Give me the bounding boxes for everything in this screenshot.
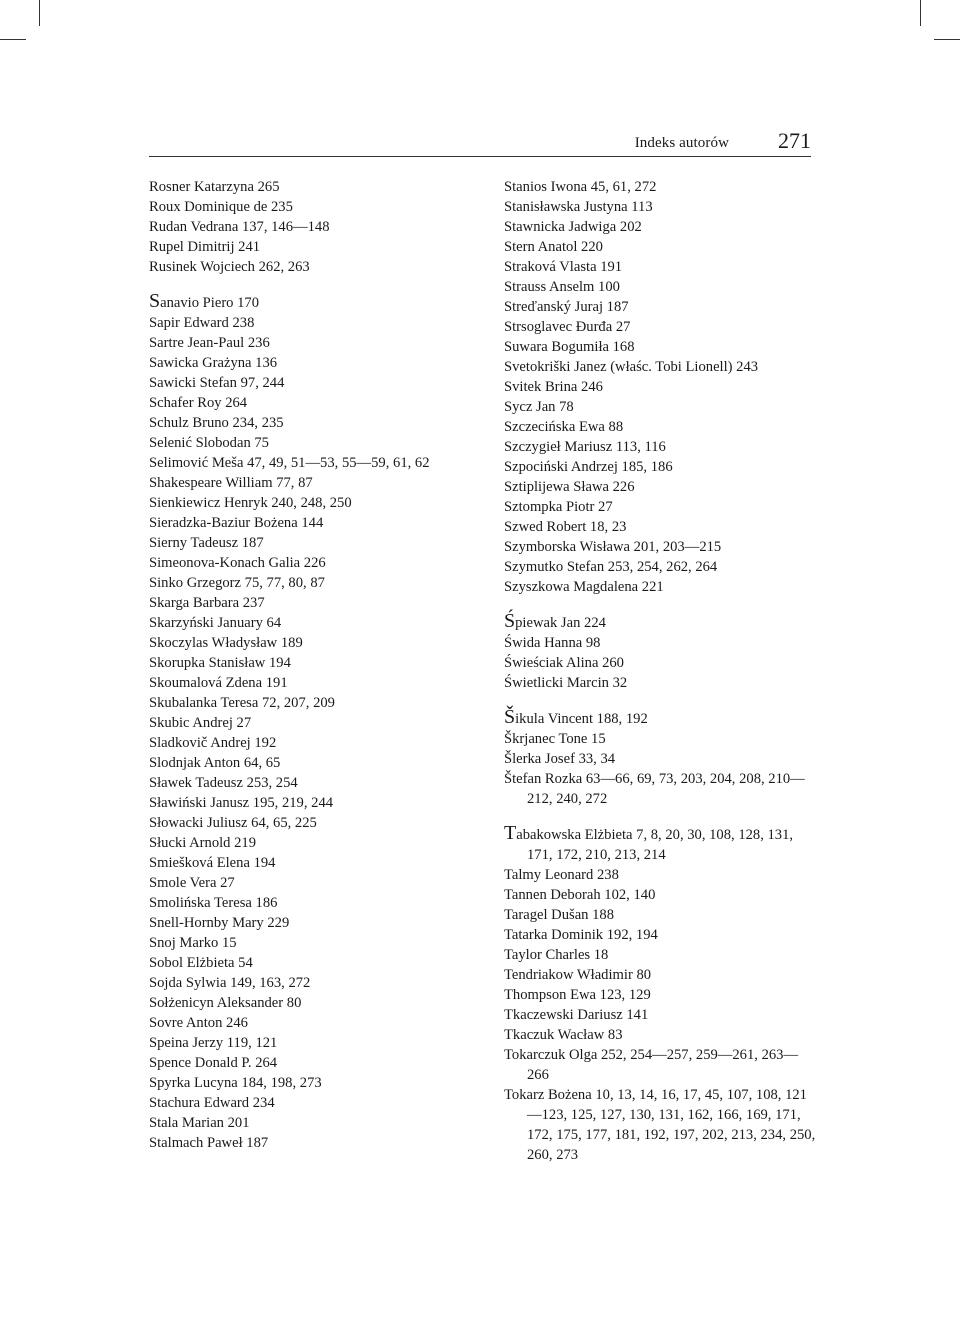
index-entry-text: Sławiński Janusz 195, 219, 244 [149,795,334,811]
index-entry-text: Rusinek Wojciech 262, 263 [149,259,310,275]
index-entry [149,653,479,673]
index-entry [149,393,479,413]
index-entry-text: Sztompka Piotr 27 [504,499,613,515]
index-entry [149,853,479,873]
index-entry-text: Thompson Ewa 123, 129 [504,987,651,1003]
index-entry-text: Rudan Vedrana 137, 146—148 [149,219,330,235]
index-entry-text: Strauss Anselm 100 [504,279,620,295]
index-entry-text: Sławek Tadeusz 253, 254 [149,775,298,791]
index-entry-text: Snoj Marko 15 [149,935,237,951]
index-entry-text: Shakespeare William 77, 87 [149,475,313,491]
index-entry-text: Sołżenicyn Aleksander 80 [149,995,302,1011]
index-entry [504,769,816,809]
index-entry-text: Skoczylas Władysław 189 [149,635,303,651]
index-entry [504,337,816,357]
index-entry-text: Sawicki Stefan 97, 244 [149,375,285,391]
index-entry [149,257,479,277]
index-entry-text: Speina Jerzy 119, 121 [149,1035,278,1051]
index-entry [504,925,816,945]
index-entry [504,557,816,577]
index-entry-text: Rosner Katarzyna 265 [149,179,280,195]
index-entry-text: Selenić Slobodan 75 [149,435,269,451]
index-entry-text: Tendriakow Władimir 80 [504,967,652,983]
index-entry [504,357,816,377]
index-entry [149,413,479,433]
index-entry-text: Stachura Edward 234 [149,1095,275,1111]
index-entry [504,1025,816,1045]
index-entry-text: Sobol Elżbieta 54 [149,955,253,971]
index-entry [504,1005,816,1025]
index-entry-text: Słowacki Juliusz 64, 65, 225 [149,815,317,831]
index-entry [149,893,479,913]
index-entry [149,217,479,237]
index-entry [149,953,479,973]
index-entry [149,1133,479,1153]
index-entry-text: Taylor Charles 18 [504,947,609,963]
index-entry [504,905,816,925]
index-entry-text: Szymutko Stefan 253, 254, 262, 264 [504,559,718,575]
index-entry-text: Skarzyński January 64 [149,615,282,631]
index-entry [149,291,479,313]
index-entry [504,673,816,693]
index-entry [504,945,816,965]
index-entry-text: Sienkiewicz Henryk 240, 248, 250 [149,495,352,511]
crop-mark-top-left-horizontal [0,39,26,40]
index-entry-text: Skarga Barbara 237 [149,595,265,611]
index-entry-text: Smole Vera 27 [149,875,235,891]
index-entry-text: Svetokriški Janez (właśc. Tobi Lionell) 243 [504,359,759,375]
index-entry-text: Škrjanec Tone 15 [504,731,606,747]
index-entry-text: Spence Donald P. 264 [149,1055,278,1071]
index-entry [504,611,816,633]
index-entry-text: Selimović Meša 47, 49, 51—53, 55—59, 61, 62 [149,455,430,471]
index-entry-text: Szymborska Wisława 201, 203—215 [504,539,722,555]
index-entry [149,593,479,613]
index-entry [149,1033,479,1053]
index-entry [149,433,479,453]
index-entry [504,297,816,317]
index-entry-text: Slodnjak Anton 64, 65 [149,755,281,771]
index-entry [149,453,479,473]
index-entry [504,417,816,437]
index-entry-text: Szyszkowa Magdalena 221 [504,579,664,595]
index-entry [149,237,479,257]
index-entry [504,457,816,477]
index-entry-text: Sycz Jan 78 [504,399,574,415]
index-entry-text: Straková Vlasta 191 [504,259,623,275]
index-entry-text: ikula Vincent 188, 192 [515,711,648,727]
index-entry-text: Schafer Roy 264 [149,395,248,411]
index-entry-text: Skubic Andrej 27 [149,715,252,731]
page-number: 271 [778,128,811,153]
index-entry-text: Stern Anatol 220 [504,239,603,255]
running-title: Indeks autorów [634,135,729,151]
index-entry [149,613,479,633]
index-entry-text: Skoumalová Zdena 191 [149,675,288,691]
index-entry [149,373,479,393]
index-entry-text: Sztiplijewa Sława 226 [504,479,635,495]
index-entry [149,1053,479,1073]
index-entry [504,865,816,885]
index-entry-text: Tkaczuk Wacław 83 [504,1027,623,1043]
index-entry [504,497,816,517]
index-entry [504,707,816,729]
index-entry [504,577,816,597]
index-entry-text: Sartre Jean-Paul 236 [149,335,270,351]
index-entry [149,177,479,197]
index-entry-text: Sinko Grzegorz 75, 77, 80, 87 [149,575,325,591]
index-entry-text: Świetlicki Marcin 32 [504,675,628,691]
index-entry-text: Roux Dominique de 235 [149,199,293,215]
index-entry-text: Szwed Robert 18, 23 [504,519,627,535]
index-entry [504,653,816,673]
index-entry [149,333,479,353]
index-entry-text: piewak Jan 224 [515,615,606,631]
index-entry [149,197,479,217]
section-initial-letter: Š [504,706,516,728]
index-entry-text: Sladkovič Andrej 192 [149,735,277,751]
index-entry [149,753,479,773]
index-entry [504,633,816,653]
index-entry [504,749,816,769]
index-entry-text: Tatarka Dominik 192, 194 [504,927,658,943]
index-entry [504,317,816,337]
index-entry [504,377,816,397]
index-entry [149,733,479,753]
index-entry-text: Tokarczuk Olga 252, 254—257, 259—261, 263—266 [504,1047,799,1083]
index-entry [149,1093,479,1113]
section-initial-letter: T [504,822,517,844]
index-entry-text: Schulz Bruno 234, 235 [149,415,284,431]
index-entry-text: Tannen Deborah 102, 140 [504,887,656,903]
index-entry-text: Skorupka Stanisław 194 [149,655,291,671]
crop-mark-top-right-horizontal [934,39,960,40]
crop-mark-top-right-vertical [920,0,921,26]
index-entry [149,933,479,953]
index-entry [504,1085,816,1165]
index-entry [504,885,816,905]
index-entry-text: Sawicka Grażyna 136 [149,355,278,371]
index-entry-text: Stanios Iwona 45, 61, 272 [504,179,657,195]
index-entry-text: Spyrka Lucyna 184, 198, 273 [149,1075,322,1091]
section-gap [504,597,816,611]
index-entry-text: Sovre Anton 246 [149,1015,248,1031]
index-entry-text: anavio Piero 170 [160,295,260,311]
index-entry-text: Smolińska Teresa 186 [149,895,278,911]
index-entry-text: Sapir Edward 238 [149,315,255,331]
section-initial-letter: Ś [504,610,516,632]
index-entry [149,873,479,893]
index-entry [504,477,816,497]
index-entry [504,277,816,297]
index-entry-text: Stanisławska Justyna 113 [504,199,653,215]
index-entry [149,1073,479,1093]
section-gap [504,693,816,707]
index-entry [149,1013,479,1033]
index-entry-text: Tokarz Bożena 10, 13, 14, 16, 17, 45, 107, 108, 121—123, 125, 127, 130, 131, 162, 166, 169, 171, 172, 175, 177, 181, 192, 197, 202, 213, 234, 250, 260, 273 [504,1087,816,1163]
index-entry-text: Stawnicka Jadwiga 202 [504,219,642,235]
index-entry [149,573,479,593]
index-entry [504,537,816,557]
index-entry [149,973,479,993]
index-entry [149,913,479,933]
index-entry-text: Świda Hanna 98 [504,635,601,651]
index-entry [504,985,816,1005]
index-column-left [149,177,479,1153]
index-entry-text: Štefan Rozka 63—66, 69, 73, 203, 204, 208, 210—212, 240, 272 [504,771,805,807]
index-entry [504,177,816,197]
index-entry-text: Tkaczewski Dariusz 141 [504,1007,649,1023]
index-entry-text: Suwara Bogumiła 168 [504,339,635,355]
page-header [149,126,811,157]
section-gap [504,809,816,823]
index-entry-text: Szpociński Andrzej 185, 186 [504,459,673,475]
index-entry-text: Smiešková Elena 194 [149,855,276,871]
index-entry-text: Svitek Brina 246 [504,379,603,395]
index-entry [504,823,816,865]
index-entry [149,553,479,573]
index-entry [504,437,816,457]
index-entry [504,965,816,985]
index-entry [149,773,479,793]
index-column-right [504,177,816,1165]
index-entry-text: Talmy Leonard 238 [504,867,619,883]
index-entry [149,793,479,813]
index-entry [504,217,816,237]
index-entry [149,493,479,513]
index-entry-text: Taragel Dušan 188 [504,907,615,923]
index-entry [504,197,816,217]
index-entry [149,993,479,1013]
index-entry-text: Sierny Tadeusz 187 [149,535,264,551]
index-entry-text: Stala Marian 201 [149,1115,250,1131]
index-entry [504,1045,816,1085]
section-initial-letter: S [149,290,161,312]
section-gap [149,277,479,291]
index-entry-text: Świeściak Alina 260 [504,655,624,671]
index-entry [149,673,479,693]
index-entry-text: Streďanský Juraj 187 [504,299,629,315]
index-entry [149,473,479,493]
index-entry [149,813,479,833]
index-entry [149,633,479,653]
index-entry [149,1113,479,1133]
index-entry-text: Skubalanka Teresa 72, 207, 209 [149,695,335,711]
index-entry-text: Snell-Hornby Mary 229 [149,915,290,931]
index-entry-text: Strsoglavec Đurđa 27 [504,319,631,335]
index-entry [149,693,479,713]
index-entry-text: abakowska Elżbieta 7, 8, 20, 30, 108, 128, 131, 171, 172, 210, 213, 214 [516,827,794,863]
index-entry [504,257,816,277]
index-entry [149,713,479,733]
index-entry-text: Słucki Arnold 219 [149,835,257,851]
index-entry-text: Szczygieł Mariusz 113, 116 [504,439,666,455]
index-entry [149,533,479,553]
index-entry [504,517,816,537]
index-entry-text: Šlerka Josef 33, 34 [504,751,616,767]
index-entry [149,313,479,333]
index-entry [504,237,816,257]
index-entry [149,513,479,533]
index-entry-text: Stalmach Paweł 187 [149,1135,269,1151]
index-entry-text: Sojda Sylwia 149, 163, 272 [149,975,311,991]
index-entry-text: Sieradzka-Baziur Bożena 144 [149,515,324,531]
index-entry [504,729,816,749]
index-entry [149,353,479,373]
index-entry-text: Rupel Dimitrij 241 [149,239,261,255]
index-entry-text: Szczecińska Ewa 88 [504,419,624,435]
index-entry [149,833,479,853]
index-entry [504,397,816,417]
index-entry-text: Simeonova-Konach Galia 226 [149,555,326,571]
crop-mark-top-left-vertical [39,0,40,26]
